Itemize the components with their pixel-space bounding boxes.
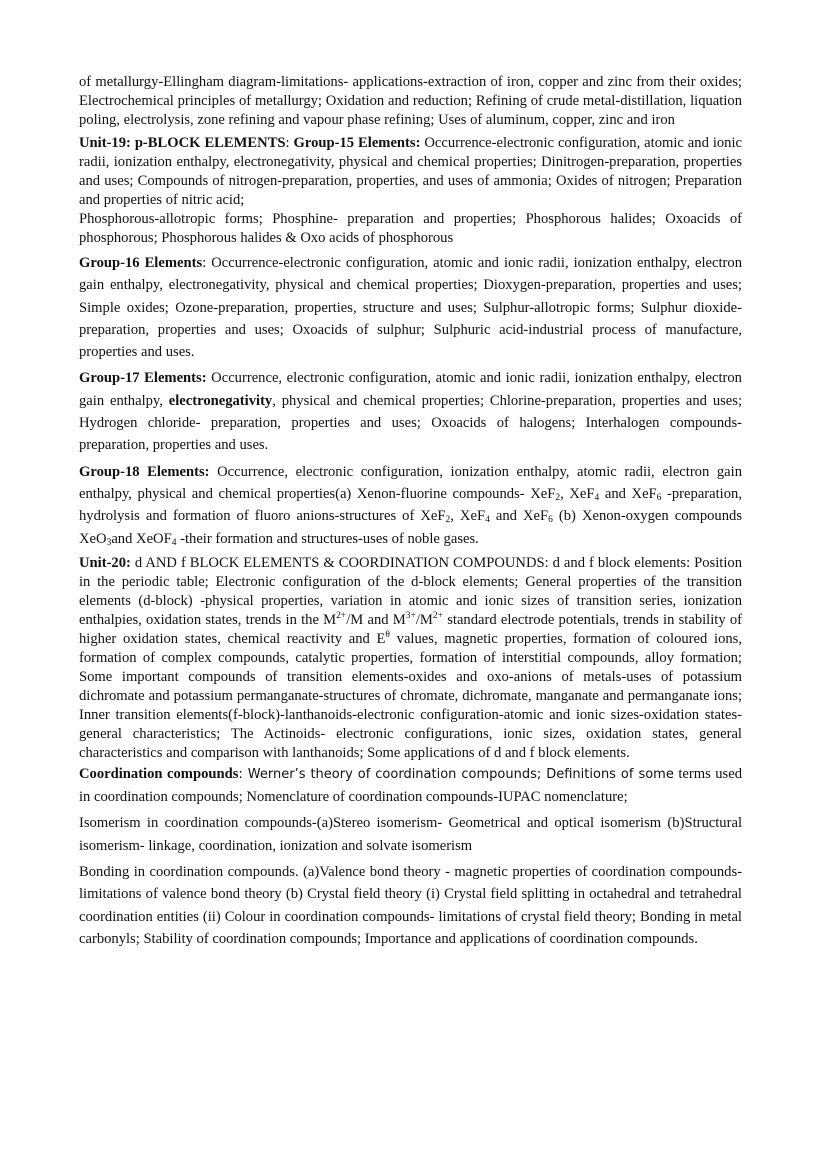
coordination-heading: Coordination compounds	[79, 765, 239, 782]
group-18-text: , XeF	[450, 508, 486, 525]
subscript: 6	[548, 515, 553, 526]
unit-20-title: Unit-20:	[79, 554, 131, 571]
unit-19-paragraph	[79, 134, 742, 210]
group-17-text-b: , physical and chemical properties; Chlorine-preparation, properties and uses; Hydrogen chloride- preparation, properties and uses; Oxoacids of halogens; Interhalogen compounds-preparation, properties and uses.	[79, 392, 743, 454]
superscript: 3+	[405, 610, 416, 621]
group-18-text: and XeOF	[111, 530, 172, 547]
group-17-heading: Group-17 Elements:	[79, 370, 207, 387]
group-18-text: and XeF	[489, 508, 549, 525]
subscript: 6	[656, 492, 662, 503]
syllabus-page	[79, 73, 742, 950]
unit-20-text: /M and M	[346, 611, 406, 628]
unit-20-paragraph	[79, 554, 742, 763]
subscript: 2	[555, 492, 561, 503]
group-15-heading: Group-15 Elements:	[293, 135, 421, 151]
unit-20-text: d AND f BLOCK ELEMENTS & COORDINATION COMPOUNDS: d and f block elements: Position in the periodic table; Electronic configuration of the d-block elements; General properties of the transition elements (d-block) -physical properties, variation in atomic and ionic sizes of transition series, ionization enthalpies, oxidation states, trends in the M	[79, 554, 742, 628]
unit-20-text: values, magnetic properties, formation of coloured ions, formation of complex compounds, catalytic properties, formation of interstitial compounds, alloy formation; Some important compounds of transition elements-oxides and oxo-anions of metals-uses of potassium dichromate and potassium permanganate-structures of chromate, dichromate, manganate and permanganate ions; Inner transition elements(f-block)-lanthanoids-electronic configuration-atomic and ionic sizes-oxidation states- general characteristics; The Actinoids- electronic configurations, ionic sizes, oxidation states, general characteristics and comparison with lanthanoids; Some applications of d and f block elements.	[79, 630, 742, 761]
group-16-text: : Occurrence-electronic configuration, atomic and ionic radii, ionization enthalpy, electron gain enthalpy, electronegativity, physical and chemical properties; Dioxygen-preparation, properties and uses; Simple oxides; Ozone-preparation, properties, structure and uses; Sulphur-allotropic forms; Sulphur dioxide-preparation, properties and uses; Oxoacids of sulphur; Sulphuric acid-industrial process of manufacture, properties and uses.	[79, 255, 742, 361]
bonding-paragraph: Bonding in coordination compounds. (a)Valence bond theory - magnetic properties of coordination compounds-limitations of valence bond theory (b) Crystal field theory (i) Crystal field splitting in octahedral and tetrahedral coordination entities (ii) Colour in coordination compounds- limitations of crystal field theory; Bonding in metal carbonyls; Stability of coordination compounds; Importance and applications of coordination compounds.	[79, 864, 742, 947]
group-18-heading: Group-18 Elements:	[79, 463, 210, 480]
group-17-paragraph	[79, 367, 742, 456]
subscript: 2	[445, 515, 451, 526]
group-17-text-a: Occurrence, electronic configuration, atomic and ionic radii, ionization enthalpy, electron gain enthalpy,	[79, 370, 742, 409]
group-18-text: -preparation, hydrolysis and formation of fluoro anions-structures of XeF	[79, 485, 742, 525]
superscript: 2+	[336, 610, 347, 621]
subscript: 4	[594, 492, 600, 503]
group-18-text: Occurrence, electronic configuration, ionization enthalpy, atomic radii, electron gain enthalpy, physical and chemical properties(a) Xenon-fluorine compounds- XeF	[79, 463, 742, 502]
phosphorous-paragraph: Phosphorous-allotropic forms; Phosphine- preparation and properties; Phosphorous halides; Oxoacids of phosphorous; Phosphorous halides & Oxo acids of phosphorous	[79, 211, 742, 246]
group-16-heading: Group-16 Elements	[79, 255, 203, 271]
group-18-text: and XeF	[599, 485, 657, 502]
unit-19-separator: :	[285, 135, 294, 151]
group-15-text: Occurrence-electronic configuration, atomic and ionic radii, ionization enthalpy, electronegativity, physical and chemical properties; Dinitrogen-preparation, properties and uses; Compounds of nitrogen-preparation, properties, and uses of ammonia; Oxides of nitrogen; Preparation and properties of nitric acid;	[79, 135, 742, 208]
unit-20-text: standard electrode potentials, trends in stability of higher oxidation states, chemical reactivity and E	[79, 611, 742, 647]
coordination-lead-text: Werner’s theory of coordination compounds; Definitions of some	[247, 766, 674, 782]
group-18-text: , XeF	[560, 485, 595, 502]
group-18-text: -their formation and structures-uses of noble gases.	[176, 530, 479, 547]
coordination-text: terms used in coordination compounds; Nomenclature of coordination compounds-IUPAC nomenclature;	[79, 765, 743, 806]
superscript: 2+	[432, 610, 443, 621]
subscript: 4	[485, 515, 490, 526]
metallurgy-paragraph: of metallurgy-Ellingham diagram-limitations- applications-extraction of iron, copper and zinc from their oxides; Electrochemical principles of metallurgy; Oxidation and reduction; Refining of crude metal-distillation, liquation poling, electrolysis, zone refining and vapour phase refining; Uses of aluminum, copper, zinc and iron	[79, 74, 742, 128]
coordination-lead: :	[238, 766, 248, 782]
isomerism-paragraph: Isomerism in coordination compounds-(a)Stereo isomerism- Geometrical and optical isomerism (b)Structural isomerism- linkage, coordination, ionization and solvate isomerism	[79, 815, 742, 854]
group-18-text: (b) Xenon-oxygen compounds XeO	[79, 508, 743, 547]
unit-19-title: Unit-19: p-BLOCK ELEMENTS	[79, 135, 286, 151]
group-18-paragraph	[79, 461, 742, 550]
subscript: 3	[106, 537, 112, 548]
electronegativity-term: electronegativity	[168, 392, 273, 409]
superscript: θ	[385, 629, 390, 640]
coordination-paragraph	[79, 763, 742, 809]
subscript: 4	[171, 537, 177, 548]
unit-20-text: /M	[415, 611, 433, 628]
group-16-paragraph	[79, 252, 742, 363]
